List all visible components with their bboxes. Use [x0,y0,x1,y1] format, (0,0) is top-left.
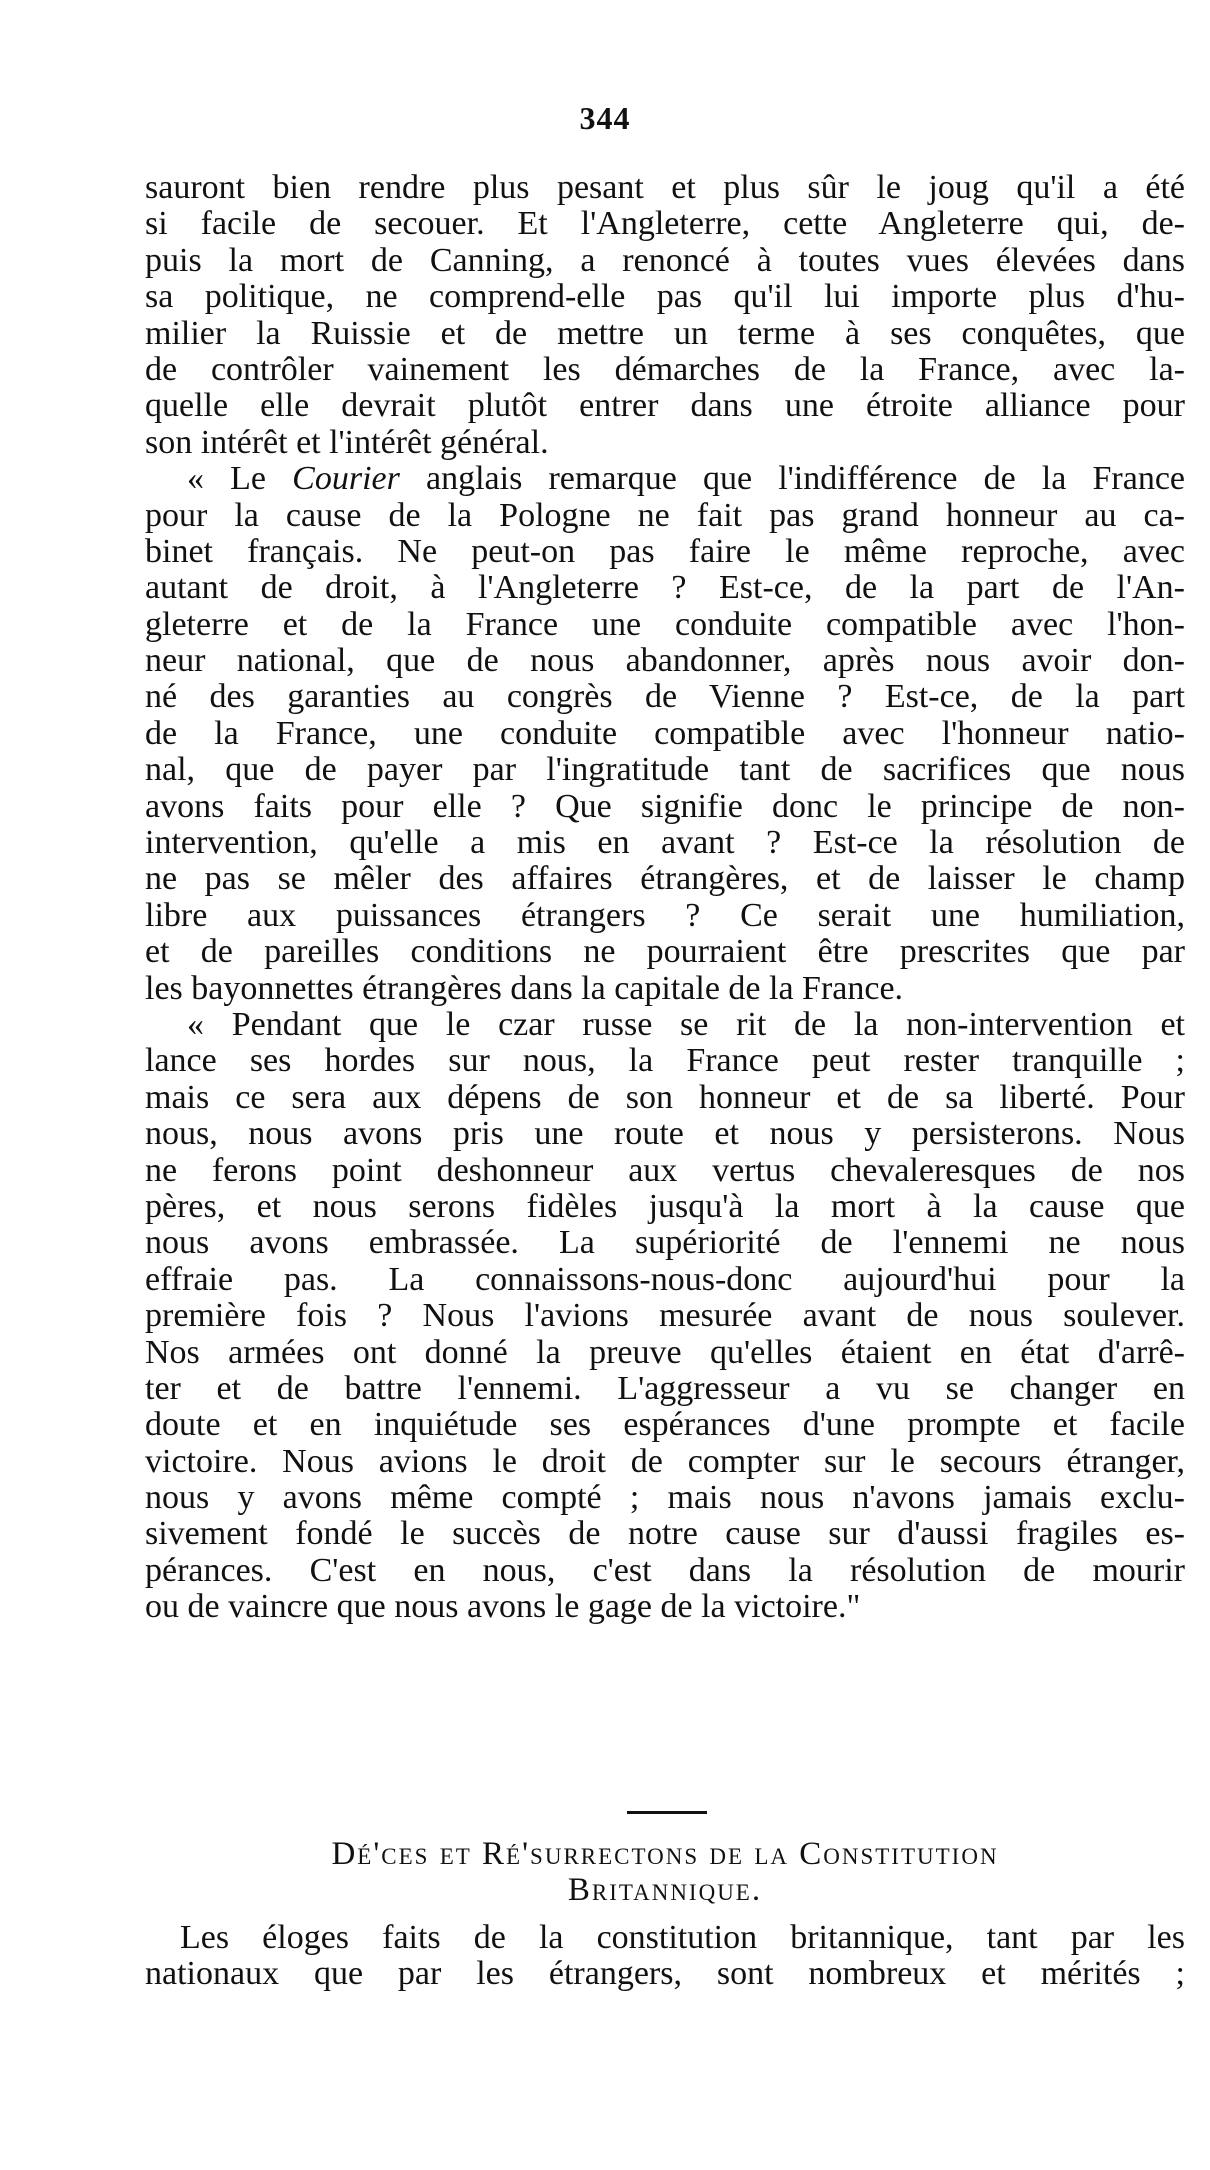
text-line: Nos armées ont donné la preuve qu'elles étaient en état d'arrê- [145,1333,1185,1371]
text-line: les bayonnettes étrangères dans la capitale de la France. [145,969,904,1007]
text-line: ne pas se mêler des affaires étrangères, et de laisser le champ [145,860,1185,898]
text-line: binet français. Ne peut-on pas faire le même reproche, avec [145,532,1185,570]
text-line: lance ses hordes sur nous, la France peut rester tranquille ; [145,1042,1185,1080]
page-number: 344 [579,100,631,136]
paragraph-3 [145,1007,1185,1626]
text-line: si facile de secouer. Et l'Angleterre, cette Angleterre qui, de- [145,205,1185,243]
text-line: de contrôler vainement les démarches de la France, avec la- [145,350,1185,388]
text-line: ne ferons point deshonneur aux vertus chevaleresques de nos [145,1151,1185,1189]
body-text [145,170,1185,1626]
text-line: doute et en inquiétude ses espérances d'une prompte et facile [145,1406,1185,1444]
text-line: nous avons embrassée. La supériorité de l'ennemi ne nous [145,1224,1185,1262]
section-divider [627,1811,707,1814]
text-line: nationaux que par les étrangers, sont nombreux et mérités ; [145,1955,1185,1993]
text-line: de la France, une conduite compatible avec l'honneur natio- [145,714,1185,752]
text-line: « Pendant que le czar russe se rit de la non-intervention et [187,1005,1185,1043]
text-line: effraie pas. La connaissons-nous-donc aujourd'hui pour la [145,1260,1185,1298]
text-line: pérances. C'est en nous, c'est dans la résolution de mourir [145,1551,1185,1589]
text-line: né des garanties au congrès de Vienne ? Est-ce, de la part [145,678,1185,716]
text-line: ter et de battre l'ennemi. L'aggresseur a vu se changer en [145,1369,1185,1407]
text-line: pères, et nous serons fidèles jusqu'à la mort à la cause que [145,1187,1185,1225]
text-line: intervention, qu'elle a mis en avant ? Est-ce la résolution de [145,824,1185,862]
italic-word: Courier [292,460,400,498]
text-line: gleterre et de la France une conduite compatible avec l'hon- [145,605,1185,643]
section-heading: Dé'ces et Ré'surrectons de la Constitution [331,1836,999,1872]
text-line: neur national, que de nous abandonner, après nous avoir don- [145,642,1185,680]
text-line: son intérêt et l'intérêt général. [145,423,549,461]
text-line: mais ce sera aux dépens de son honneur et de sa liberté. Pour [145,1078,1185,1116]
text-line: « Le Courier anglais remarque que l'indifférence de la France [187,460,1186,498]
text-line: nous, nous avons pris une route et nous y persisterons. Nous [145,1115,1185,1153]
paragraph-2 [145,461,1185,1007]
text-line: milier la Ruissie et de mettre un terme à ses conquêtes, que [145,314,1185,352]
text-line: autant de droit, à l'Angleterre ? Est-ce, de la part de l'An- [145,569,1185,607]
text-line: pour la cause de la Pologne ne fait pas grand honneur au ca- [145,496,1185,534]
text-line: sa politique, ne comprend-elle pas qu'il lui importe plus d'hu- [145,278,1185,316]
section-heading-continued: Britannique. [567,1872,763,1908]
paragraph-1 [145,170,1185,461]
text-line: puis la mort de Canning, a renoncé à toutes vues élevées dans [145,241,1185,279]
text-line: et de pareilles conditions ne pourraient être prescrites que par [145,933,1185,971]
text-line: nal, que de payer par l'ingratitude tant de sacrifices que nous [145,751,1185,789]
paragraph-4 [145,1919,1185,1993]
text-line: libre aux puissances étrangers ? Ce serait une humiliation, [145,896,1185,934]
text-line: victoire. Nous avions le droit de compter sur le secours étranger, [145,1442,1185,1480]
text-line: sivement fondé le succès de notre cause sur d'aussi fragiles es- [145,1515,1185,1553]
text-line: ou de vaincre que nous avons le gage de la victoire." [145,1588,861,1626]
text-line: sauront bien rendre plus pesant et plus sûr le joug qu'il a été [145,169,1185,206]
text-line: quelle elle devrait plutôt entrer dans une étroite alliance pour [145,387,1185,425]
text-line: première fois ? Nous l'avions mesurée avant de nous soulever. [145,1297,1185,1335]
text-line: avons faits pour elle ? Que signifie donc le principe de non- [145,787,1185,825]
text-line: nous y avons même compté ; mais nous n'avons jamais exclu- [145,1479,1185,1517]
text-line: Les éloges faits de la constitution britannique, tant par les [180,1919,1185,1956]
